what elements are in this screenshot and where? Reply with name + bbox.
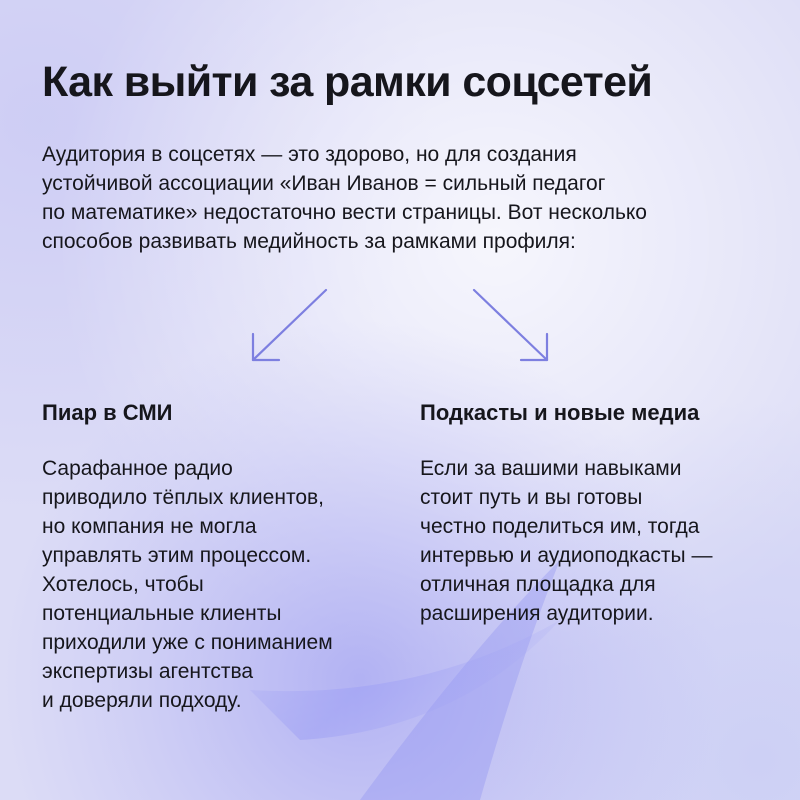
- intro-line: устойчивой ассоциации «Иван Иванов = сильный педагог: [42, 172, 606, 195]
- arrow-down-left-icon: [248, 286, 330, 368]
- intro-line: Аудитория в соцсетях — это здорово, но для создания: [42, 143, 577, 166]
- body-line: честно поделиться им, тогда: [420, 515, 700, 538]
- column-podcasts: [420, 400, 780, 628]
- column-pr-media: [42, 400, 402, 715]
- column-body: [420, 454, 780, 628]
- body-line: интервью и аудиоподкасты —: [420, 544, 713, 567]
- slide-title: Как выйти за рамки соцсетей: [42, 58, 653, 106]
- body-line: Сарафанное радио: [42, 457, 233, 480]
- body-line: экспертизы агентства: [42, 660, 254, 683]
- body-line: стоит путь и вы готовы: [420, 486, 643, 509]
- body-line: приводило тёплых клиентов,: [42, 486, 324, 509]
- column-heading: Подкасты и новые медиа: [420, 400, 700, 425]
- body-line: Хотелось, чтобы: [42, 573, 204, 596]
- column-body: [42, 454, 402, 715]
- column-heading: Пиар в СМИ: [42, 400, 173, 425]
- intro-line: по математике» недостаточно вести страницы. Вот несколько: [42, 201, 647, 224]
- body-line: приходили уже с пониманием: [42, 631, 333, 654]
- body-line: отличная площадка для: [420, 573, 656, 596]
- body-line: но компания не могла: [42, 515, 257, 538]
- body-line: Если за вашими навыками: [420, 457, 682, 480]
- body-line: управлять этим процессом.: [42, 544, 312, 567]
- body-line: расширения аудитории.: [420, 602, 654, 625]
- arrow-down-right-icon: [470, 286, 552, 368]
- intro-paragraph: [42, 140, 762, 256]
- intro-line: способов развивать медийность за рамками профиля:: [42, 230, 576, 253]
- body-line: и доверяли подходу.: [42, 689, 242, 712]
- body-line: потенциальные клиенты: [42, 602, 282, 625]
